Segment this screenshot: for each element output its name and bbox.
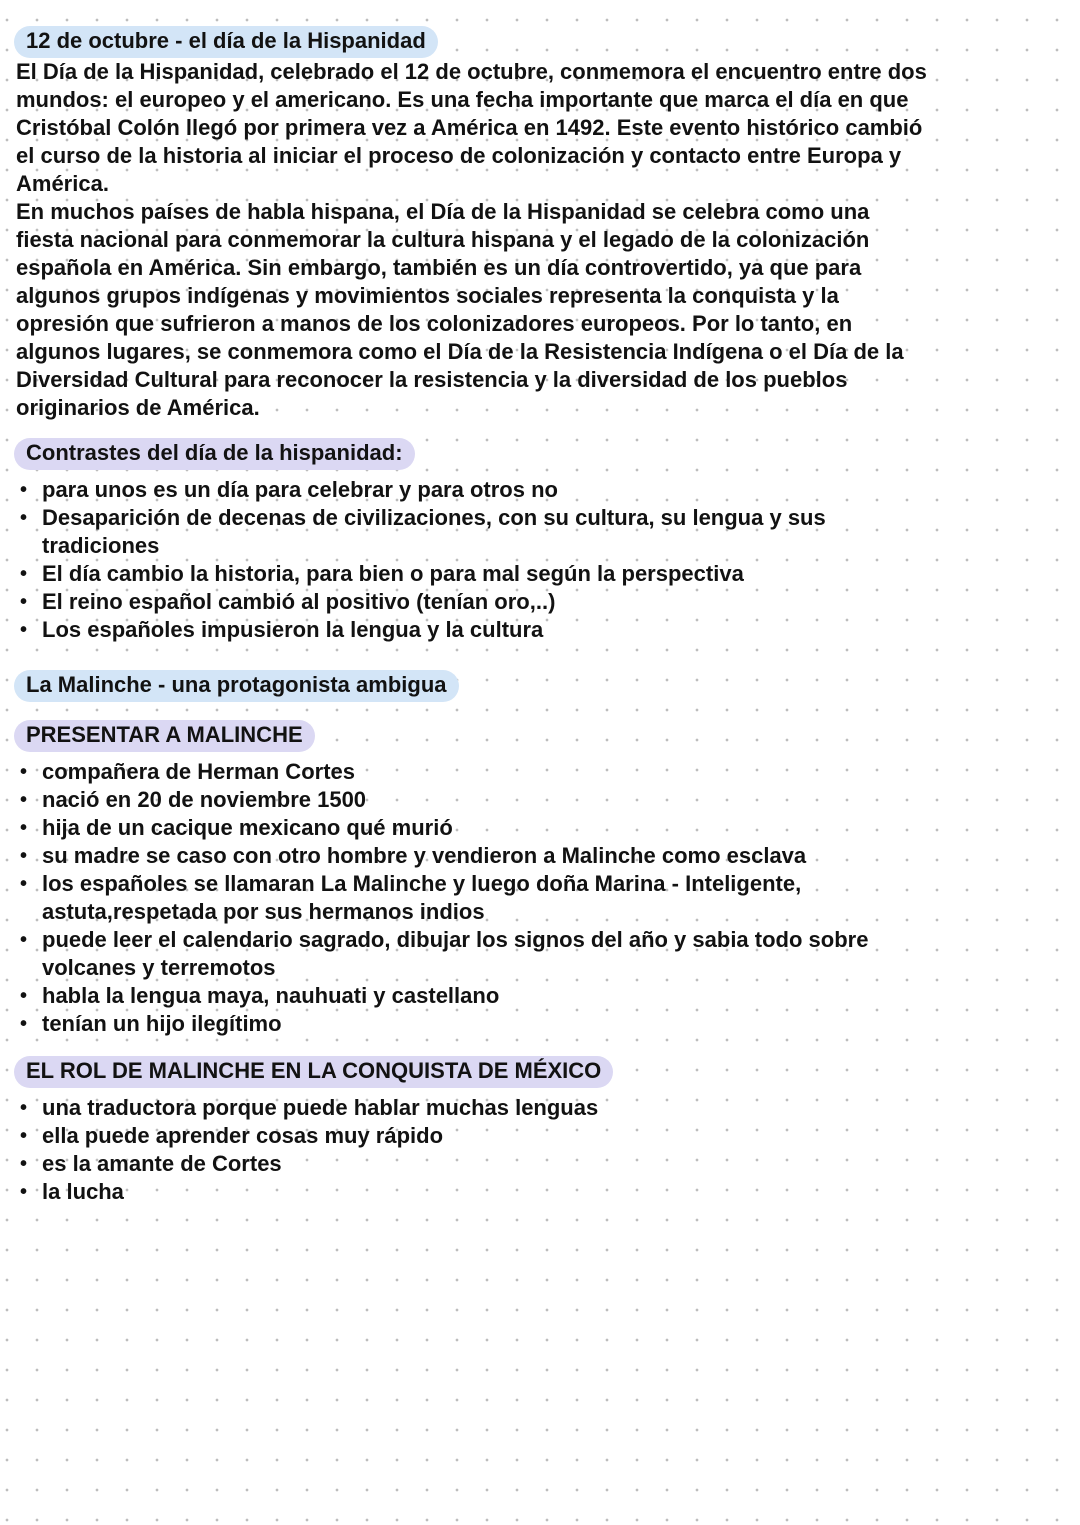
bullet-icon: • [20, 619, 28, 641]
bullet-icon: • [20, 929, 28, 951]
bullet-icon: • [20, 817, 28, 839]
list-item [16, 616, 941, 644]
list-item-text: Desaparición de decenas de civilizaciones, con su cultura, su lengua y sus tradiciones [42, 505, 826, 558]
page-title [16, 26, 1025, 58]
list-item [16, 504, 941, 560]
list-item-text: ella puede aprender cosas muy rápido [42, 1123, 444, 1148]
list-item [16, 870, 941, 926]
bullet-icon: • [20, 789, 28, 811]
bullet-icon: • [20, 591, 28, 613]
list-item-text: El reino español cambió al positivo (tenían oro,..) [42, 589, 556, 614]
section-heading-contrastes [16, 438, 1025, 470]
presentar-heading-highlight: PRESENTAR A MALINCHE [14, 720, 315, 752]
page-title-highlight: 12 de octubre - el día de la Hispanidad [14, 26, 438, 58]
bullet-icon: • [20, 1181, 28, 1203]
list-item-text: tenían un hijo ilegítimo [42, 1011, 282, 1036]
list-item [16, 814, 941, 842]
bullet-icon: • [20, 1125, 28, 1147]
list-item-text: una traductora porque puede hablar muchas lenguas [42, 1095, 599, 1120]
list-item-text: para unos es un día para celebrar y para otros no [42, 477, 558, 502]
list-item-text: los españoles se llamaran La Malinche y luego doña Marina - Inteligente, astuta,respetada por sus hermanos indios [42, 871, 802, 924]
list-item [16, 982, 941, 1010]
section-heading-rol [16, 1056, 1025, 1088]
section-heading-presentar [16, 720, 1025, 752]
list-item [16, 1122, 941, 1150]
bullet-icon: • [20, 563, 28, 585]
bullet-icon: • [20, 761, 28, 783]
list-item-text: puede leer el calendario sagrado, dibujar los signos del año y sabia todo sobre volcanes y terremotos [42, 927, 869, 980]
bullet-icon: • [20, 845, 28, 867]
intro-paragraph-2: En muchos países de habla hispana, el Día de la Hispanidad se celebra como una fiesta nacional para conmemorar la cultura hispana y el legado de la colonización española en América. Sin embargo, también es un día controvertido, ya que para algunos grupos indígenas y movimientos sociales representa la conquista y la opresión que sufrieron a manos de los colonizadores europeos. Por lo tanto, en algunos lugares, se conmemora como el Día de la Resistencia Indígena o el Día de la Diversidad Cultural para reconocer la resistencia y la diversidad de los pueblos originarios de América. [16, 199, 904, 420]
list-item-text: hija de un cacique mexicano qué murió [42, 815, 453, 840]
list-item [16, 588, 941, 616]
contrastes-heading-highlight: Contrastes del día de la hispanidad: [14, 438, 415, 470]
bullet-icon: • [20, 873, 28, 895]
list-item-text: su madre se caso con otro hombre y vendieron a Malinche como esclava [42, 843, 807, 868]
list-item-text: habla la lengua maya, nauhuati y castellano [42, 983, 500, 1008]
bullet-icon: • [20, 1153, 28, 1175]
presentar-list [16, 758, 941, 1038]
rol-list [16, 1094, 941, 1206]
bullet-icon: • [20, 479, 28, 501]
list-item [16, 926, 941, 982]
bullet-icon: • [20, 985, 28, 1007]
list-item [16, 786, 941, 814]
list-item [16, 1178, 941, 1206]
list-item-text: compañera de Herman Cortes [42, 759, 355, 784]
list-item-text: nació en 20 de noviembre 1500 [42, 787, 367, 812]
list-item [16, 1010, 941, 1038]
bullet-icon: • [20, 507, 28, 529]
section-heading-malinche [16, 670, 1025, 702]
list-item [16, 476, 941, 504]
intro-paragraph-1: El Día de la Hispanidad, celebrado el 12 de octubre, conmemora el encuentro entre dos mundos: el europeo y el americano. Es una fecha importante que marca el día en que Cristóbal Colón llegó por primera vez a América en 1492. Este evento histórico cambió el curso de la historia al iniciar el proceso de colonización y contacto entre Europa y América. [16, 59, 927, 196]
rol-heading-highlight: EL ROL DE MALINCHE EN LA CONQUISTA DE MÉXICO [14, 1056, 613, 1088]
list-item-text: es la amante de Cortes [42, 1151, 282, 1176]
bullet-icon: • [20, 1013, 28, 1035]
contrastes-list [16, 476, 941, 644]
list-item-text: Los españoles impusieron la lengua y la cultura [42, 617, 544, 642]
list-item-text: El día cambio la historia, para bien o para mal según la perspectiva [42, 561, 744, 586]
list-item [16, 758, 941, 786]
list-item-text: la lucha [42, 1179, 124, 1204]
list-item [16, 1094, 941, 1122]
list-item [16, 560, 941, 588]
malinche-heading-highlight: La Malinche - una protagonista ambigua [14, 670, 459, 702]
bullet-icon: • [20, 1097, 28, 1119]
list-item [16, 1150, 941, 1178]
list-item [16, 842, 941, 870]
